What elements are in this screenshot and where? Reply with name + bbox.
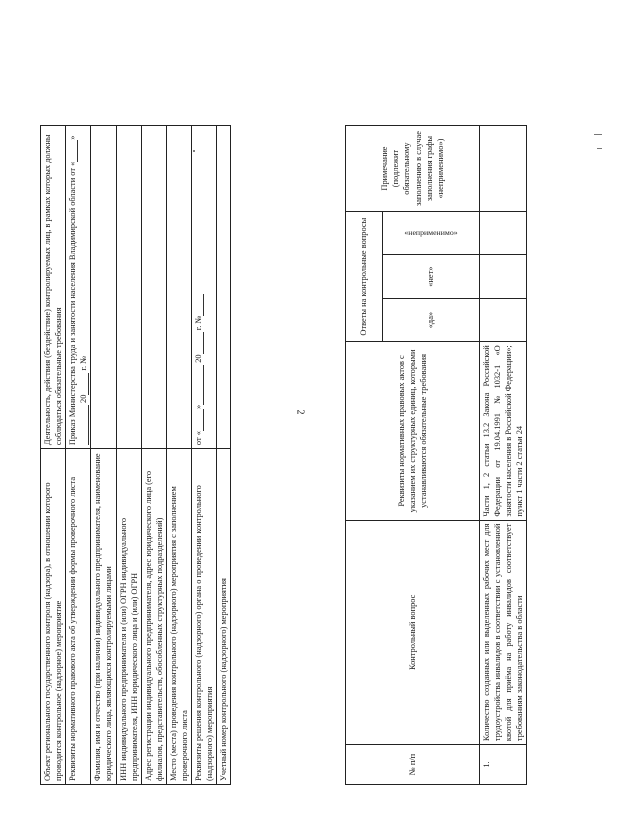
- info-label: Реквизиты нормативного правового акта об утверждении формы проверочного листа: [66, 449, 91, 785]
- info-row-place: [166, 126, 191, 785]
- info-value-prefix: от «: [194, 431, 204, 446]
- table-row: [480, 126, 527, 785]
- header-num: № п/п: [346, 745, 480, 785]
- row-question: Количество созданных или выделенных рабочих мест для трудоустройства инвалидов в соответствии с установленной квотой для приёма на работу инвалидов соответствует требованиям законодательства в области: [480, 520, 527, 744]
- info-value: [91, 126, 116, 449]
- header-yes: «да»: [383, 298, 480, 341]
- info-value-suffix: г. №: [79, 355, 89, 371]
- row-note[interactable]: [480, 126, 527, 212]
- scan-mark: [597, 148, 602, 149]
- rotated-document: [40, 55, 530, 785]
- scan-speck: [193, 150, 195, 152]
- row-answer-na[interactable]: [480, 212, 527, 255]
- row-answer-yes[interactable]: [480, 298, 527, 341]
- row-num: 1.: [480, 745, 527, 785]
- info-value: [192, 126, 217, 449]
- info-value-mid: »: [68, 135, 78, 140]
- info-value: [217, 126, 231, 449]
- info-value: [166, 126, 191, 449]
- row-requisites: Части 1, 2 статьи 13.2 Закона Российской Федерации от 19.04.1991 №1032-1 «О занятости населения в Российской Федерации»; пункт 1 части 2 статьи 24: [480, 342, 527, 520]
- header-not-applicable: [383, 212, 480, 255]
- info-row-account-number: [217, 126, 231, 785]
- header-note: Примечание (подлежит обязательному заполнению в случае заполнения графы «неприменимо»): [346, 126, 480, 212]
- info-row-name: [91, 126, 116, 785]
- header-question: Контрольный вопрос: [346, 520, 480, 744]
- header-requisites: Реквизиты нормативных правовых актов с указанием их структурных единиц, которыми устанавливаются обязательные требования: [346, 342, 480, 520]
- info-label: Место (места) проведения контрольного (надзорного) мероприятия с заполнением проверочного листа: [166, 449, 191, 785]
- fill-line: [80, 373, 89, 395]
- info-value-mid: »: [194, 404, 204, 410]
- fill-line: [69, 140, 78, 162]
- info-value-year: 20: [79, 394, 89, 403]
- info-row-decision: [192, 126, 217, 785]
- check-table-header: [346, 126, 383, 785]
- info-row-object: [41, 126, 66, 785]
- fill-line: [195, 332, 204, 354]
- info-value-suffix: г. №: [194, 315, 204, 331]
- info-value: [66, 126, 91, 449]
- info-row-inn: [116, 126, 141, 785]
- header-answers: Ответы на контрольные вопросы: [346, 212, 383, 342]
- scan-mark: [594, 134, 602, 135]
- row-answer-no[interactable]: [480, 255, 527, 298]
- info-value: Деятельность, действия (бездействие) контролируемых лиц, в рамках которых должны соблюдаться обязательные требования: [41, 126, 66, 449]
- info-table: [40, 125, 231, 785]
- info-value-prefix: Приказ Министерства труда и занятости населения Владимирской области от «: [68, 161, 78, 446]
- fill-line: [195, 294, 204, 316]
- info-value: [141, 126, 166, 449]
- info-label: Учетный номер контрольного (надзорного) мероприятия: [217, 449, 231, 785]
- fill-line: [195, 365, 204, 405]
- info-value: [116, 126, 141, 449]
- header-not-applicable-text: «неприменимо»: [404, 228, 458, 238]
- info-label: Фамилия, имя и отчество (при наличии) индивидуального предпринимателя, наименование юридического лица, являющихся контролируемыми лицами: [91, 449, 116, 785]
- header-no: «нет»: [383, 255, 480, 298]
- page-number: 2: [294, 409, 306, 415]
- info-row-form-act: [66, 126, 91, 785]
- check-table: [345, 125, 527, 785]
- info-value-year: 20: [194, 354, 204, 363]
- info-label: Объект регионального государственного контроля (надзора), в отношении которого проводится контрольное (надзорное) мероприятие: [41, 449, 66, 785]
- fill-line: [80, 405, 89, 445]
- info-label: Реквизиты решения контрольного (надзорного) органа о проведении контрольного (надзорного) мероприятия: [192, 449, 217, 785]
- fill-line: [195, 409, 204, 431]
- info-label: Адрес регистрации индивидуального предпринимателя, адрес юридического лица (его филиалов, представительств, обособленных структурных подразделений): [141, 449, 166, 785]
- info-label: ИНН индивидуального предпринимателя и (или) ОГРН индивидуального предпринимателя, ИНН юридического лица и (или) ОГРН: [116, 449, 141, 785]
- info-row-address: [141, 126, 166, 785]
